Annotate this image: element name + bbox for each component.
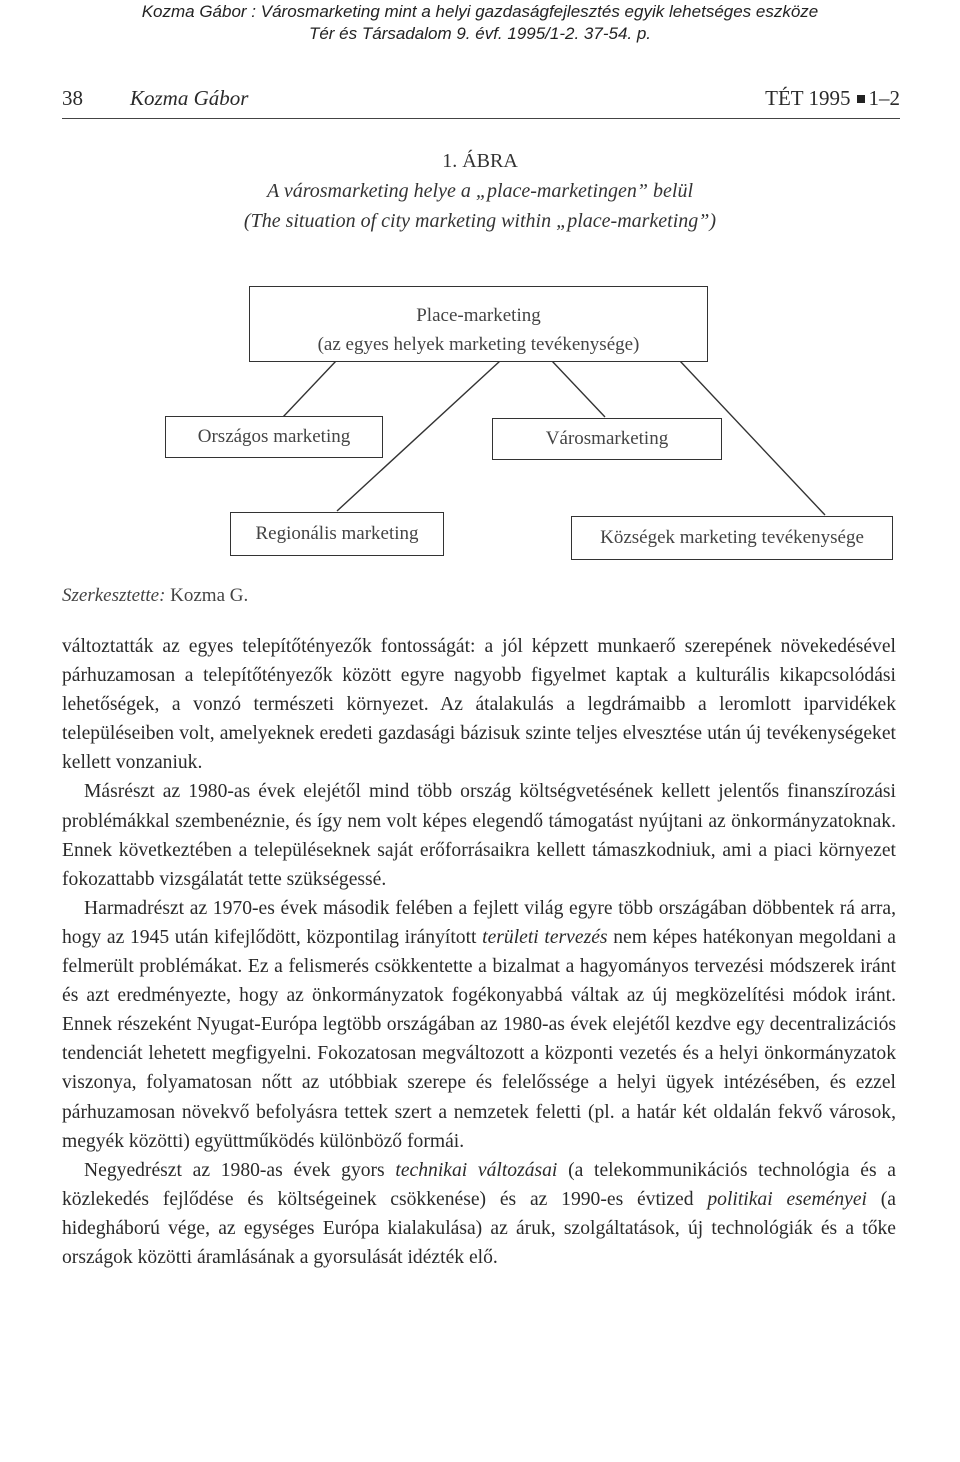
header-journal [765,86,900,111]
square-bullet-icon [857,95,865,103]
page-number: 38 [62,86,83,110]
node-regionalis-marketing: Regionális marketing [230,512,444,556]
figure-label: 1. ÁBRA [442,150,518,172]
paragraph-4-emphasis-2: politikai eseményei [707,1188,867,1210]
citation-line-1: Kozma Gábor : Városmarketing mint a helyi gazdaságfejlesztés egyik lehetséges eszköze [141,2,819,21]
paragraph-3 [62,894,896,1156]
paragraph-3-emphasis: területi tervezés [482,926,608,948]
node-orszagos-marketing: Országos marketing [165,416,383,458]
node-place-marketing-line-2: (az egyes helyek marketing tevékenysége) [317,334,640,355]
paragraph-4-emphasis-1: technikai változásai [395,1159,558,1181]
paragraph-3-part-1: Harmadrészt az 1970-es évek második felében a fejlett világ egyre több országában döbbentek rá arra, hogy az 1945 után kifejlődött, központilag irányított [62,897,896,948]
node-kozsegek-marketing: Községek marketing tevékenysége [571,516,893,560]
figure-credit-label: Szerkesztette: [62,585,166,606]
paragraph-2: Másrészt az 1980-as évek elejétől mind több ország költségvetésének kellett jelentős finanszírozási problémákkal szembenéznie, és így nem volt képes elegendő támogatást nyújtani az önkormányzatoknak. Ennek következtében a településeknek saját erőforrásaikra kellett támaszkodniuk, ami a piaci környezet fokozattabb vizsgálatát tette szükségessé. [62,781,896,890]
paragraph-1: változtatták az egyes telepítőtényezők fontosságát: a jól képzett munkaerő szerepének növekedésével párhuzamosan a telepítőtényezők között egyre nagyobb figyelmet kaptak a kulturális kikapcsolódási lehetőségek, a vonzó természeti környezet. Az átalakulás a legdrámaibb a leromlott iparvidékek településeiben volt, amelyeknek eredeti gazdasági bázisuk szinte teljes elvesztése után új tevékenységeket kellett vonzaniuk. [62,636,896,774]
paragraph-4 [62,1156,896,1272]
header-journal-year: TÉT 1995 [765,86,851,110]
connector-place-orszagos [283,361,336,417]
connector-place-varos [552,361,605,417]
citation-line-2: Tér és Társadalom 9. évf. 1995/1-2. 37-54. p. [308,24,652,43]
figure-title-hu: A városmarketing helye a „place-marketingen” belül [266,180,693,202]
figure-title-en: (The situation of city marketing within „place-marketing”) [243,210,717,232]
paragraph-4-part-3: (a hidegháború vége, az egységes Európa kialakulása) az áruk, szolgáltatások, új technológiák és a tőke országok közötti áramlásának a gyorsulását idézték elő. [62,1188,896,1268]
paragraph-3-part-2: nem képes hatékonyan megoldani a felmerült problémákat. Ez a felismerés csökkentette a bizalmat a hagyományos tervezési módszerek iránt és azt eredményezte, hogy az önkormányzatok fogékonyabbá váltak az új megközelítési módok iránt. Ennek részeként Nyugat-Európa legtöbb országában az 1980-as évek elejétől kezdve egy decentralizációs tendenciát lehetett megfigyelni. Fokozatosan megváltozott a központi vezetés és a helyi önkormányzatok viszonya, folyamatosan nőtt az utóbbiak szerepe és felelőssége a helyi ügyek intézésében, és ezzel párhuzamosan növekvő befolyásra tettek szert a nemzetek feletti (pl. a határ két oldalán fekvő városok, megyék közötti) együttműködés különböző formái. [62,926,897,1152]
header-journal-issue: 1–2 [868,86,900,110]
paragraph-4-part-2: (a telekommunikációs technológia és a közlekedés fejlődése és költségeinek csökkenése) és az 1990-es évtized [62,1159,896,1210]
running-header [62,86,900,119]
header-author: Kozma Gábor [130,86,249,110]
paragraph-4-part-1: Negyedrészt az 1980-as évek gyors [84,1159,396,1181]
body-text [62,632,896,1272]
figure-credit-name: Kozma G. [170,585,249,606]
node-varosmarketing: Városmarketing [492,418,722,460]
figure-credit [62,585,248,607]
node-place-marketing-line-1: Place-marketing [416,305,541,326]
node-place-marketing [249,286,708,362]
